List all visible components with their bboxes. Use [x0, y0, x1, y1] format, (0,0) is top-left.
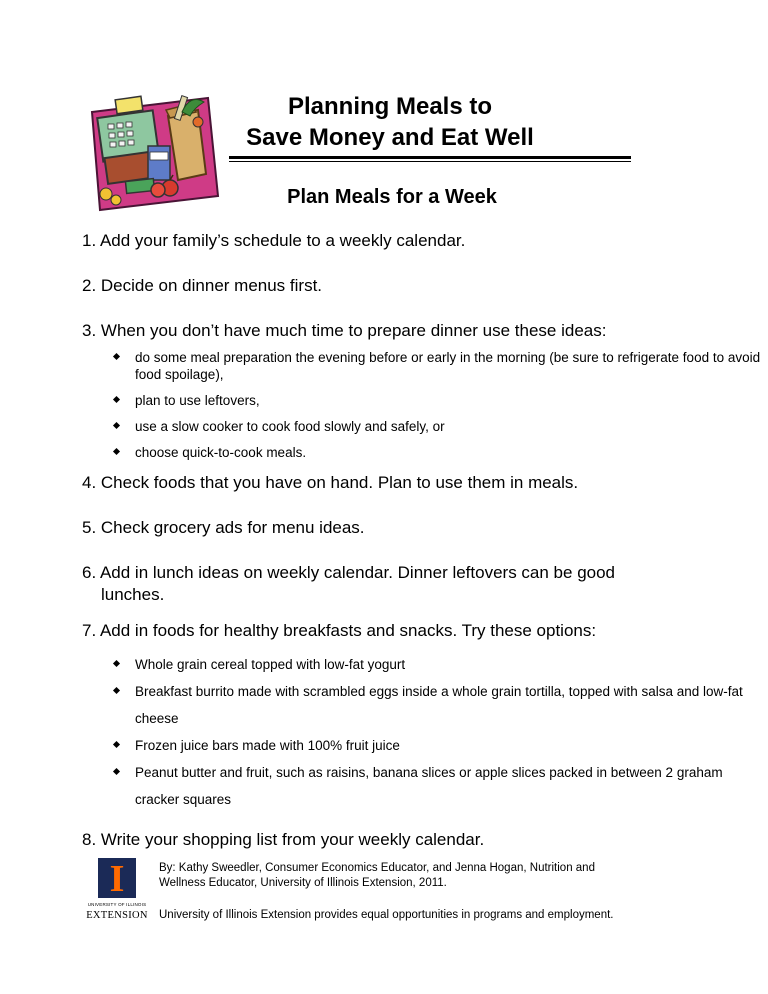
- step-6-line-2: lunches.: [101, 585, 165, 604]
- step-2: 2. Decide on dinner menus first.: [82, 276, 323, 295]
- university-extension-logo: [86, 858, 148, 932]
- diamond-bullet-icon: [113, 660, 120, 667]
- list-item: [114, 444, 768, 461]
- bullet-text: Whole grain cereal topped with low-fat yogurt: [135, 657, 406, 672]
- logo-letter: I: [109, 858, 125, 900]
- equal-opportunity-statement: University of Illinois Extension provides equal opportunities in programs and employment.: [159, 909, 614, 921]
- list-item: [114, 418, 768, 435]
- diamond-bullet-icon: [113, 687, 120, 694]
- author-credit: By: Kathy Sweedler, Consumer Economics Educator, and Jenna Hogan, Nutrition and Wellness Educator, University of Illinois Extension, 2011.: [159, 862, 595, 889]
- diamond-bullet-icon: [113, 768, 120, 775]
- bullet-text: use a slow cooker to cook food slowly and safely, or: [135, 419, 445, 434]
- step-1: 1. Add your family’s schedule to a weekly calendar.: [82, 231, 466, 250]
- section-title: Plan Meals for a Week: [287, 186, 497, 208]
- bullet-text: Frozen juice bars made with 100% fruit juice: [135, 738, 400, 753]
- title-underline-thin: [229, 161, 631, 162]
- logo-extension-text: EXTENSION: [86, 910, 148, 921]
- diamond-bullet-icon: [113, 422, 120, 429]
- diamond-bullet-icon: [113, 741, 120, 748]
- list-item: [114, 392, 768, 409]
- bullet-text: Breakfast burrito made with scrambled eggs inside a whole grain tortilla, topped with salsa and low-fat cheese: [135, 684, 743, 726]
- list-item: [114, 732, 768, 759]
- bullet-text: Peanut butter and fruit, such as raisins, banana slices or apple slices packed in between 2 graham cracker squares: [135, 765, 723, 807]
- title-underline-thick: [229, 156, 631, 159]
- bullet-text: choose quick-to-cook meals.: [135, 445, 307, 460]
- step-6: [82, 562, 615, 606]
- step-7-bullet-list: [114, 651, 768, 813]
- step-8: 8. Write your shopping list from your weekly calendar.: [82, 830, 485, 849]
- step-3: 3. When you don’t have much time to prepare dinner use these ideas:: [82, 321, 607, 340]
- list-item: [114, 349, 768, 383]
- step-5: 5. Check grocery ads for menu ideas.: [82, 518, 365, 537]
- diamond-bullet-icon: [113, 396, 120, 403]
- list-item: [114, 759, 768, 813]
- list-item: [114, 651, 768, 678]
- list-item: [114, 678, 768, 732]
- step-4: 4. Check foods that you have on hand. Plan to use them in meals.: [82, 473, 579, 492]
- step-6-line-1: 6. Add in lunch ideas on weekly calendar. Dinner leftovers can be good: [82, 563, 616, 582]
- step-7: 7. Add in foods for healthy breakfasts and snacks. Try these options:: [82, 621, 597, 640]
- bullet-text: plan to use leftovers,: [135, 393, 260, 408]
- step-3-bullet-list: [114, 349, 768, 470]
- bullet-text: do some meal preparation the evening before or early in the morning (be sure to refrigerate food to avoid food spoilage),: [135, 350, 761, 382]
- grocery-shopping-clipart-icon: [86, 92, 224, 214]
- logo-university-text: UNIVERSITY OF ILLINOIS: [87, 902, 147, 907]
- page-title-line-1: Planning Meals to: [287, 93, 493, 120]
- page-title-line-2: Save Money and Eat Well: [246, 124, 534, 151]
- diamond-bullet-icon: [113, 353, 120, 360]
- diamond-bullet-icon: [113, 448, 120, 455]
